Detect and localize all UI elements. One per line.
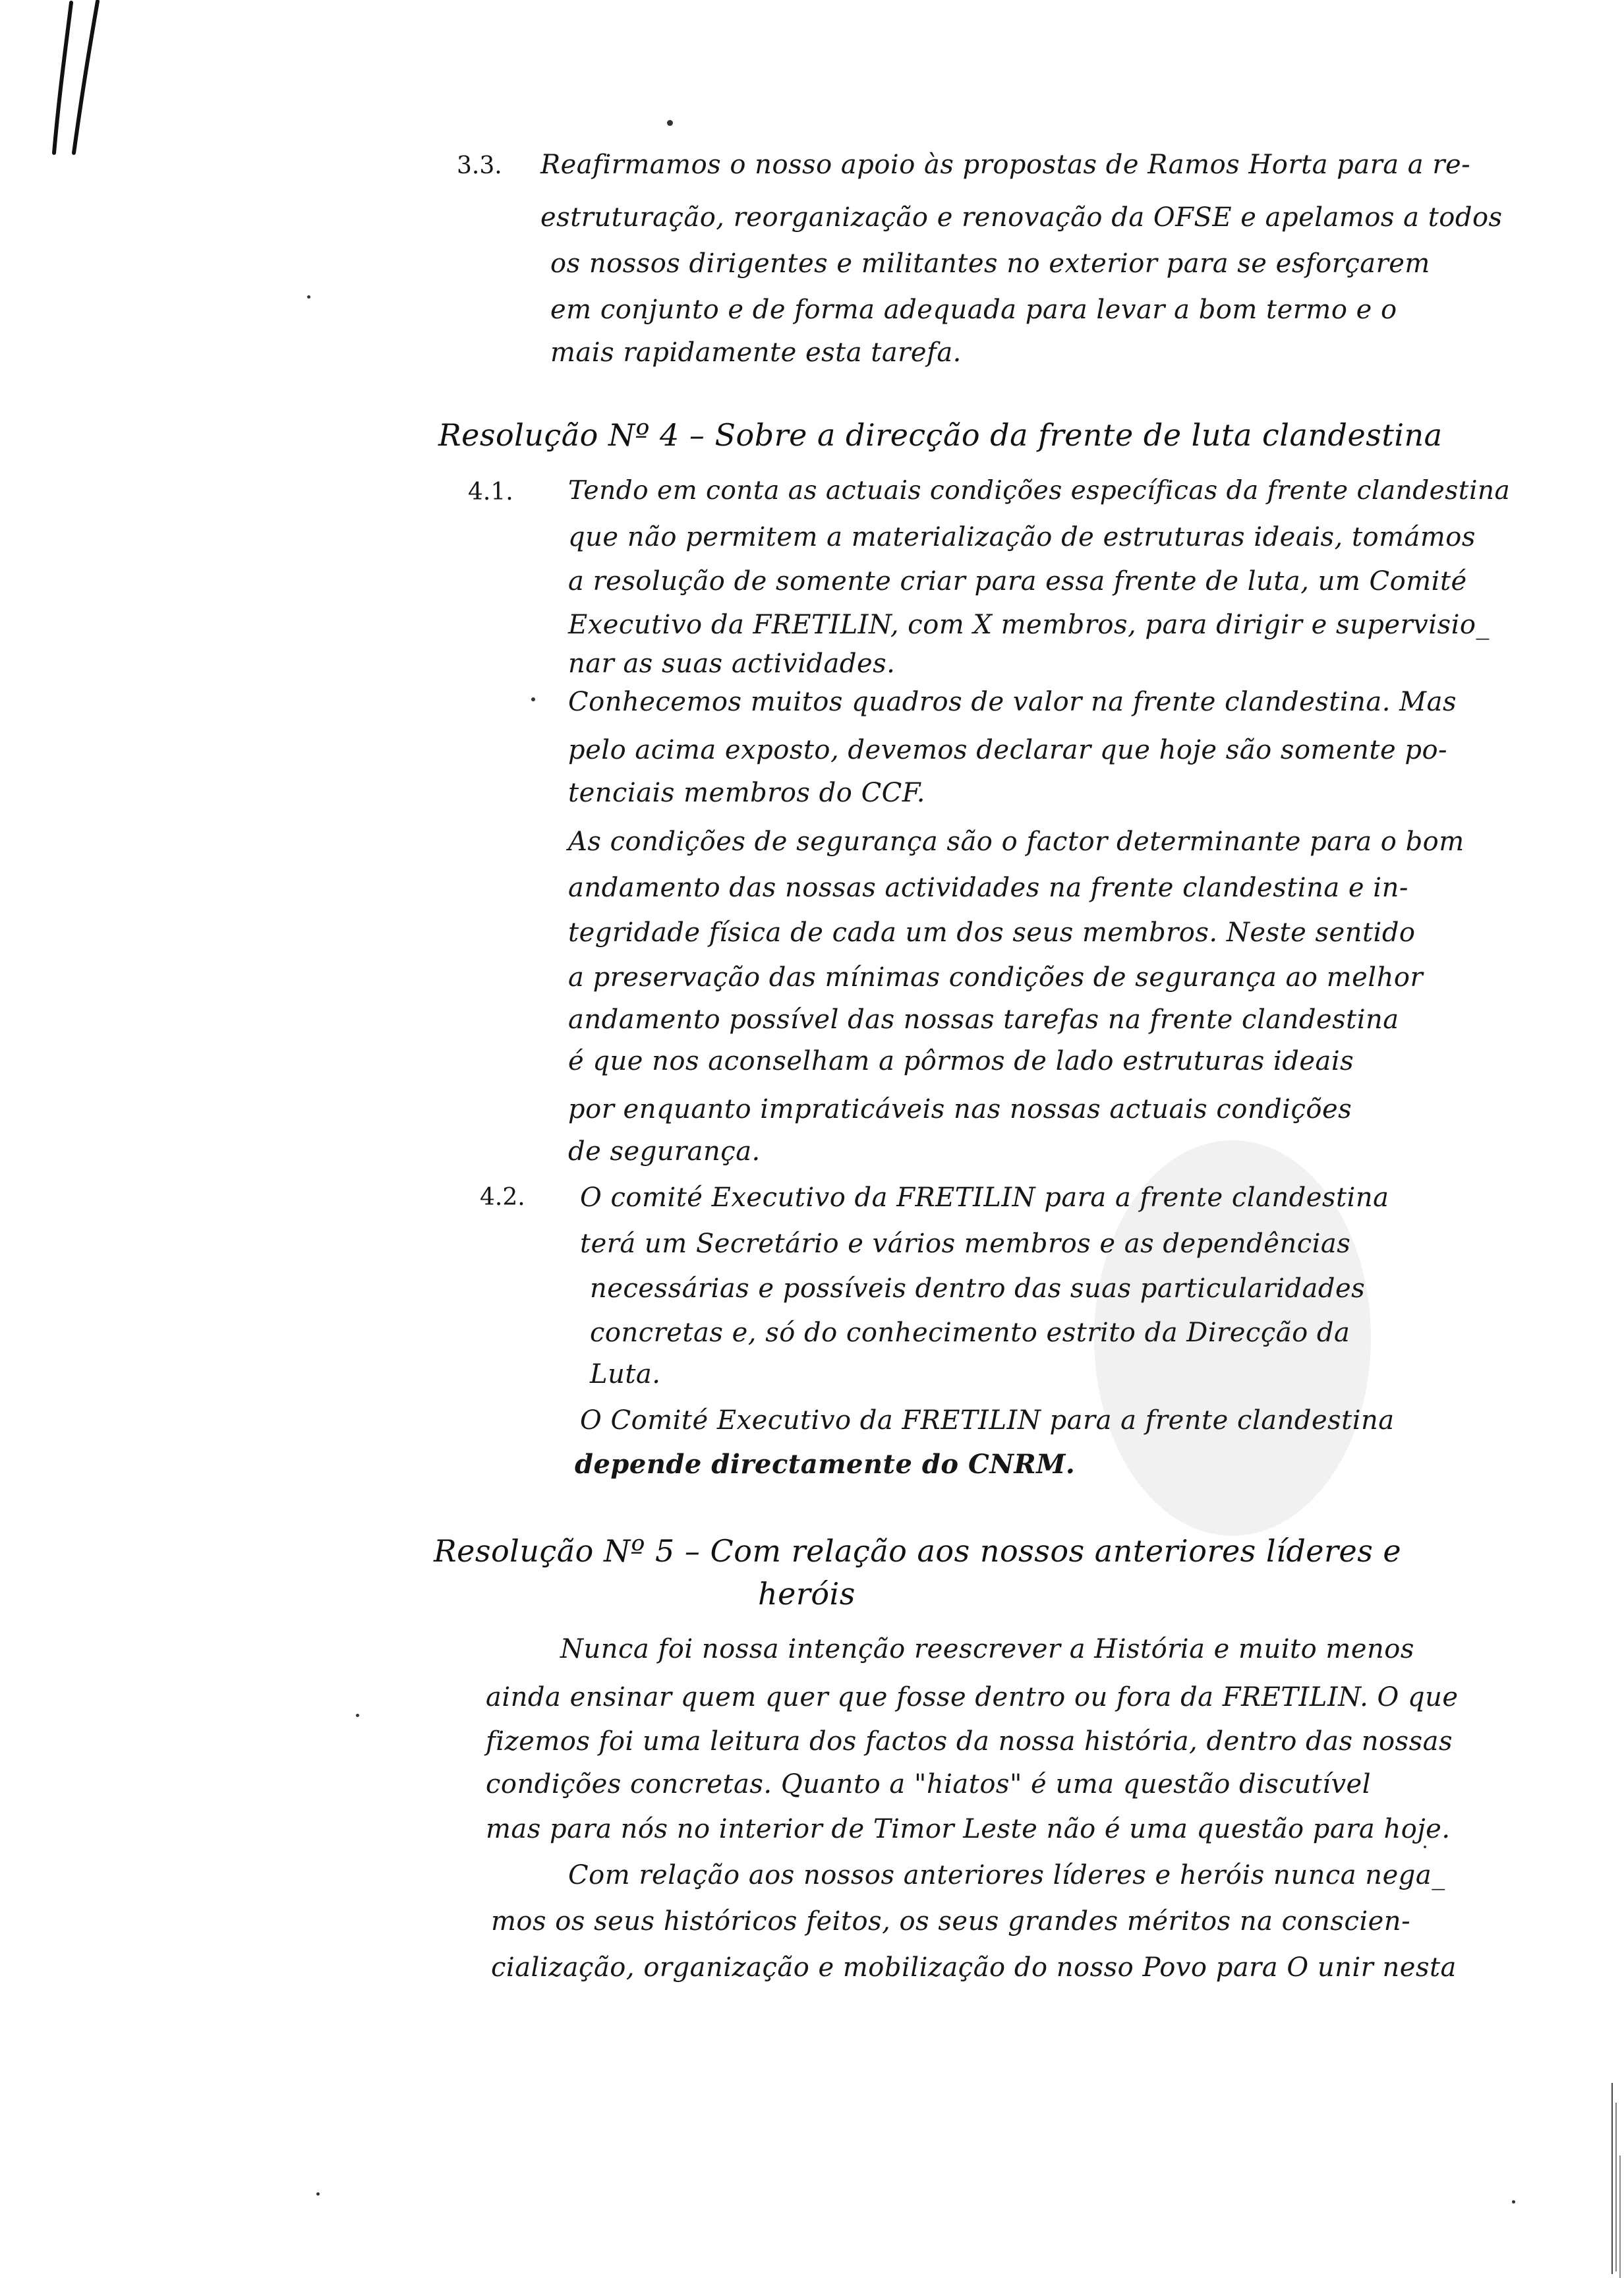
condicoes-line: As condições de segurança são o factor determinante para o bom <box>568 827 1464 857</box>
condicoes-line: andamento possível das nossas tarefas na frente clandestina <box>568 1005 1399 1035</box>
conhecemos-line: pelo acima exposto, devemos declarar que hoje são somente po- <box>568 735 1448 765</box>
section-3-3-line: em conjunto e de forma adequada para levar a bom termo e o <box>550 295 1397 325</box>
item-number-4-1: 4.1. <box>468 479 513 506</box>
condicoes-line: é que nos aconselham a pôrmos de lado estruturas ideais <box>568 1046 1354 1076</box>
item-4-2-line: necessárias e possíveis dentro das suas particularidades <box>590 1273 1366 1304</box>
item-4-1-line: Tendo em conta as actuais condições específicas da frente clandestina <box>568 476 1511 506</box>
item-4-2-line: concretas e, só do conhecimento estrito da Direcção da <box>590 1318 1350 1348</box>
stray-dot <box>667 120 673 126</box>
margin-pen-stroke <box>40 0 112 171</box>
section-3-3-line: mais rapidamente esta tarefa. <box>550 337 962 368</box>
resolucao-4-heading: Resolução Nº 4 – Sobre a direcção da frente de luta clandestina <box>438 417 1443 453</box>
scan-edge-marks <box>1608 2076 1624 2278</box>
item-4-1-line: a resolução de somente criar para essa frente de luta, um Comité <box>568 566 1467 597</box>
item-4-1-line: nar as suas actividades. <box>568 649 896 679</box>
item-number-4-2: 4.2. <box>480 1184 525 1211</box>
resolucao-5-heading: Resolução Nº 5 – Com relação aos nossos anteriores líderes e <box>434 1533 1402 1569</box>
condicoes-line: andamento das nossas actividades na frente clandestina e in- <box>568 873 1408 903</box>
conhecemos-line: tenciais membros do CCF. <box>568 778 926 808</box>
paragraph-bullet <box>531 697 535 701</box>
com-relacao-line: cialização, organização e mobilização do nosso Povo para O unir nesta <box>491 1952 1457 1983</box>
item-4-2-line: terá um Secretário e vários membros e as dependências <box>580 1229 1351 1259</box>
section-3-3-line: os nossos dirigentes e militantes no exterior para se esforçarem <box>550 248 1430 279</box>
item-4-1-line: Executivo da FRETILIN, com X membros, para dirigir e supervisio_ <box>568 610 1490 640</box>
section-3-3-line: estruturação, reorganização e renovação da OFSE e apelamos a todos <box>540 202 1503 233</box>
condicoes-line: por enquanto impraticáveis nas nossas actuais condições <box>568 1094 1352 1124</box>
conhecemos-line: Conhecemos muitos quadros de valor na frente clandestina. Mas <box>568 687 1457 717</box>
item-4-2-line: O comité Executivo da FRETILIN para a frente clandestina <box>580 1183 1389 1213</box>
section-number-3-3: 3.3. <box>457 152 502 179</box>
item-4-2-line: Luta. <box>590 1359 661 1389</box>
com-relacao-line: Com relação aos nossos anteriores líderes e heróis nunca nega_ <box>568 1860 1445 1890</box>
stray-dot <box>307 295 310 299</box>
condicoes-line: a preservação das mínimas condições de segurança ao melhor <box>568 962 1424 993</box>
stray-dot <box>316 2192 320 2196</box>
nunca-line: Nunca foi nossa intenção reescrever a História e muito menos <box>560 1634 1414 1664</box>
section-3-3-line: Reafirmamos o nosso apoio às propostas de Ramos Horta para a re- <box>540 150 1471 180</box>
item-4-2-closing-line: O Comité Executivo da FRETILIN para a frente clandestina <box>580 1405 1395 1436</box>
stray-dot <box>1424 1846 1426 1848</box>
item-4-2-closing-line: depende directamente do CNRM. <box>575 1449 1076 1480</box>
com-relacao-line: mos os seus históricos feitos, os seus grandes méritos na conscien- <box>491 1906 1411 1937</box>
nunca-line: condições concretas. Quanto a "hiatos" é uma questão discutível <box>486 1769 1372 1799</box>
stray-dot <box>1512 2200 1515 2204</box>
resolucao-5-heading-cont: heróis <box>758 1576 856 1612</box>
nunca-line: mas para nós no interior de Timor Leste não é uma questão para hoje. <box>486 1814 1451 1844</box>
nunca-line: ainda ensinar quem quer que fosse dentro ou fora da FRETILIN. O que <box>486 1682 1459 1712</box>
condicoes-line: tegridade física de cada um dos seus membros. Neste sentido <box>568 918 1416 948</box>
nunca-line: fizemos foi uma leitura dos factos da nossa história, dentro das nossas <box>486 1726 1453 1757</box>
condicoes-line: de segurança. <box>568 1136 761 1167</box>
stray-dot <box>356 1714 359 1717</box>
item-4-1-line: que não permitem a materialização de estruturas ideais, tomámos <box>568 522 1476 552</box>
